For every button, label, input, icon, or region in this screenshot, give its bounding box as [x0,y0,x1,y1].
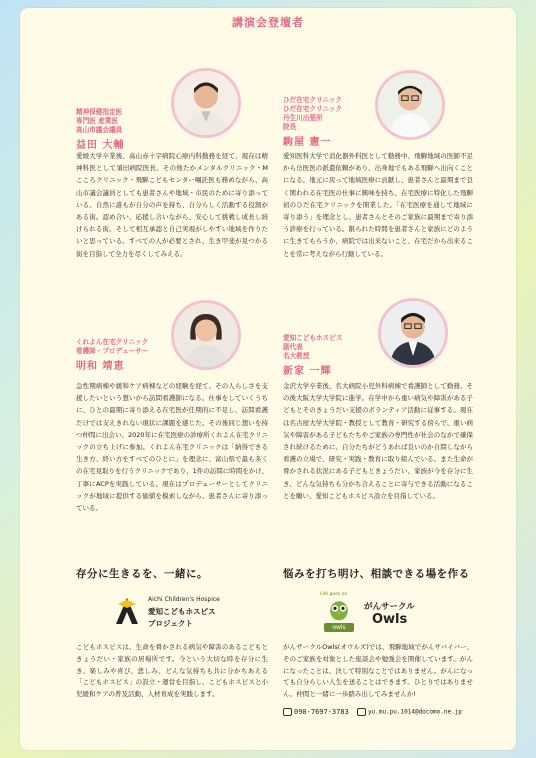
owls-text: がんサークルOwls(オウルズ)では、飛騨地域でがんサバイバー、そのご家族を対象とした座談会や勉強会を開催しています。がんになったことは、決して特別なことではありません。がんになっても自分らしい人生を送ることはできます。ひとりではありません。仲間と一緒に一歩踏み出してみませんか! [283,643,473,699]
speaker-name: 新家 一輝 [283,366,332,377]
speaker-role: ひだ在宅クリニック [283,96,342,104]
hospice-text: こどもホスピスは、生命を脅かされる病気や障害のあるこどもときょうだい・家族の居場所です。今という大切な時を存分に生き、楽しみや喜び、悲しみ、どんな気持ちも共に分かちあえる「こどもホスピス」の設立・運営を目指し、こどもホスピスと小児緩和ケアの普及活動、人材育成を実践します。 [76,643,268,699]
owl-icon [326,598,352,622]
section-title: 講演会登壇者 [232,16,304,29]
speaker-role: 院長 [283,123,297,131]
speaker-role: 愛知こどもホスピス [283,334,343,342]
speaker-role: 専門医 産業医 [76,117,118,125]
speaker-role: 丹生川出張所 [283,114,323,122]
speaker-name: 駒屋 憲一 [283,137,332,148]
owls-name-en: Owls [372,612,408,627]
speaker-role: ひだ在宅クリニック [283,105,342,113]
hospice-logo-icon [112,596,142,626]
speaker-name: 益田 大輔 [76,140,125,151]
speaker-photo [171,300,241,370]
owls-name-jp: がんサークル [364,602,415,612]
speaker-role: 精神保健指定医 [76,108,123,116]
speaker-role: 名大教授 [283,352,310,360]
phone-icon [283,708,292,716]
owls-logo-badge: owls [324,623,354,632]
owls-logo-small: Life goes on [320,592,348,597]
speaker-photo [171,68,241,138]
owls-email [357,708,462,716]
hospice-logo-en: Aichi Children's Hospice [148,596,220,603]
speaker-role: 高山市議会議員 [76,126,123,134]
hospice-logo-jp1: 愛知こどもホスピス [148,607,216,616]
hospice-logo [112,594,262,634]
speaker-role: 看護師・プロデューサー [76,347,149,355]
email-address[interactable]: yu.mu.pu.1014@docomo.ne.jp [368,708,462,716]
speaker-role: くれよん在宅クリニック [76,338,149,346]
speaker-bio: 愛知医科大学で消化器外科医として勤務中、飛騨地域の医師不足から岳医医の派遣依頼があり、出身地でもある飛騨へ出向くことになる。地元に戻って地域医療に貢献し、患者さんと最期まで良く関われる在宅医の仕事に興味を持ち、在宅医療に特化した飛騨初のひだ在宅クリニックを開業した。「在宅医療を通して地域に寄り添う」を理念とし、患者さんとそのご家族に最期まで寄り添う診療を行っている。限られた時間を患者さんと家族にどのように生きてもらうか、病院では出来ないこと、在宅だから出来ることを常に考えながら行動している。 [283,152,473,258]
speaker-photo [378,298,448,368]
speaker-name: 明和 靖恵 [76,361,125,372]
hospice-heading: 存分に生きるを、一緒に。 [76,568,208,580]
owls-phone [283,708,349,716]
speaker-bio: 金沢大学卒業後、名大病院小児外科病棟で看護師として勤務。その後大阪大学大学院に進学。在学中から重い病気や障害がある子どもとそのきょうだい支援のボランティア活動に従事する。現在は名古屋大学大学院・教授として教育・研究する傍らで、重い病気や障害がある子どもたちやご家族の専門性が社会のなかで確保され続けるために、自分たちがどうあれば良いのか自問しながら看護の立場で、研究・実践・教育に取り組んでいる。また生命が脅かされる状況にある子どもときょうだい、家族が今を存分に生き、どんな気持ちも分かち合えることに寄与できる活動になることを願い、愛知こどもホスピス設立を目指している。 [283,382,473,500]
speaker-role: 副代表 [283,343,303,351]
speaker-bio: 愛媛大学卒業後、高山赤十字病院心療内科勤務を経て、現在は精神科医として須田病院医長、その他たかメンタルクリニック・Mこころクリニック・飛騨こどもセンター嘱託医も務めながら、高山市議会議員としても患者さんや地域・市民のために寄り添っている。自然に誰もが自分の声を持ち、自分らしく活動する役割がある街。認め合い、応援し合いながら、安心して挑戦し成長し続けられる街。そして相互承認と自己実現がしやすい地域を作りたいと思っている。すべての人が必要とされ、生き甲斐が見つかる街を目指して全力を尽くしてみえる。 [76,152,268,258]
owls-heading: 悩みを打ち明け、相談できる場を作る [283,568,470,580]
speaker-photo [375,70,445,140]
hospice-logo-jp2: プロジェクト [148,619,193,628]
speaker-bio: 急性期病棟や緩和ケア病棟などの経験を経て、その人らしさを支援したいという想いから訪問看護師になる。仕事をしていくうちに、ひとの最期に寄り添える在宅医が任期的に不足し、訪問看護だけでは支えきれない現状に課題を感じた。その後同じ想いを持つ仲間に出会い、2020年に在宅医療の診療所くれよん在宅クリニックの立ち上げに参加。くれよん在宅クリニックは「納得できる生き方、終い方をすべてのひとに」を理念に、富山県で最も多くの在宅見取りを行うクリニックであり、1件の訪問に時間をかけ、丁寧にACPを実践している。現在はプロデューサーとしてクリニックが地域に提供する価値を模索しながら、患者さんに寄り添っている。 [76,382,268,513]
phone-number[interactable]: 090-7697-3783 [294,708,349,716]
owls-logo [320,592,470,636]
mail-icon [357,708,366,716]
